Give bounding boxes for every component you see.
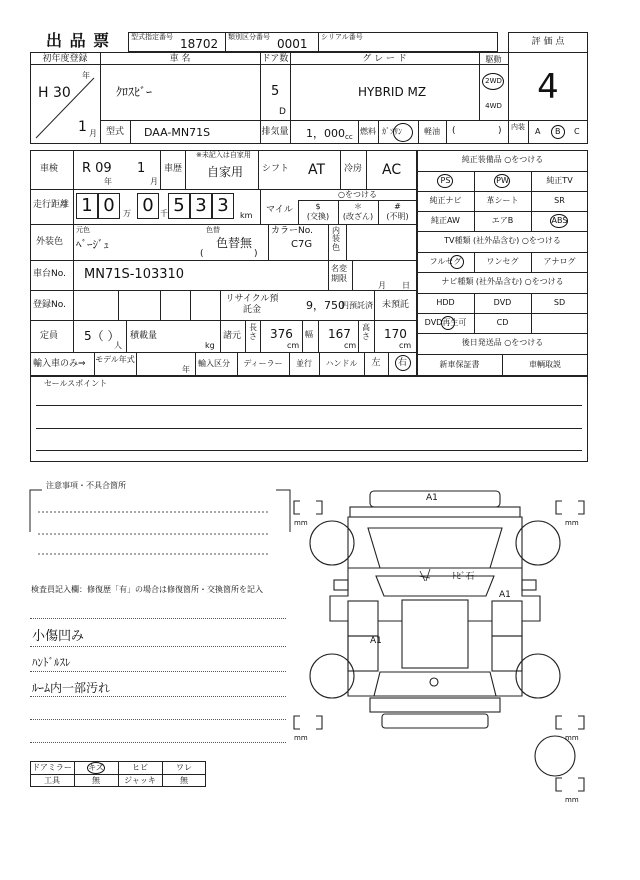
handle-label: ハンドル xyxy=(325,359,358,368)
shaken-value: R 09 xyxy=(82,161,112,176)
name-change-label: 名変期限 xyxy=(331,264,347,283)
note-line: ﾊﾝﾄﾞﾙｽﾚ xyxy=(32,656,71,669)
displacement-value: 1，000 xyxy=(306,127,345,140)
category-number: 0001 xyxy=(277,37,308,51)
color-original: ﾍﾞｰｼﾞｭ xyxy=(76,238,109,251)
load-label: 積載量 xyxy=(130,331,158,341)
history-note: ※未記入は自家用 xyxy=(196,151,251,159)
fuel-value: ｶﾞｿﾘﾝ xyxy=(382,127,402,136)
chassis-number: MN71S-103310 xyxy=(84,267,185,282)
chassis-label: 車台No. xyxy=(33,269,66,279)
mileage-digit: 3 xyxy=(195,195,207,216)
mileage-digit: 1 xyxy=(81,195,93,216)
recycle-value: 9，750 xyxy=(306,299,345,312)
note-line: ﾙｰﾑ内一部汚れ xyxy=(32,681,111,695)
mm-label: mm xyxy=(565,734,579,742)
mm-label: mm xyxy=(294,519,308,527)
history-label: 車歴 xyxy=(164,164,183,174)
drive-label: 駆動 xyxy=(485,55,502,64)
model-value: DAA-MN71S xyxy=(144,126,211,139)
grade-value: HYBRID MZ xyxy=(358,85,427,99)
first-registration-label: 初年度登録 xyxy=(42,54,88,64)
recycle-label: リサイクル預託金 xyxy=(225,294,279,315)
color-no: C7G xyxy=(291,239,313,250)
model-label: 型式 xyxy=(105,127,124,137)
shift-label: シフト xyxy=(262,164,290,174)
model-year-label: モデル年式 xyxy=(95,355,135,364)
mile-label: マイル xyxy=(266,205,293,215)
mm-label: mm xyxy=(565,519,579,527)
fuel-label: 燃料 xyxy=(360,127,376,136)
import-label: 輸入車のみ⇒ xyxy=(33,359,86,369)
mileage-digit: 0 xyxy=(103,195,115,216)
category-label: 類別区分番号 xyxy=(228,33,270,41)
car-name: ｸﾛｽﾋﾞｰ xyxy=(116,85,153,99)
interior-c: C xyxy=(574,127,580,136)
displacement-label: 排気量 xyxy=(261,127,289,137)
capacity-label: 定員 xyxy=(40,331,59,341)
height-value: 170 xyxy=(384,327,407,341)
shift-value: AT xyxy=(308,162,326,178)
mileage-digit: 5 xyxy=(173,195,185,216)
serial-label: シリアル番号 xyxy=(321,33,363,41)
interior-color-label: 内装色 xyxy=(332,226,340,252)
later-title: 後日発送品 ○をつける xyxy=(461,338,544,347)
equipment-title: 純正装備品 ○をつける xyxy=(461,155,544,164)
mileage-digit: 3 xyxy=(217,195,229,216)
inspector-label: 検査員記入欄：修復歴「有」の場合は修復箇所・交換箇所を記入 xyxy=(31,585,263,594)
width-value: 167 xyxy=(328,327,351,341)
interior-label: 内装 xyxy=(511,123,525,131)
notes-bracket xyxy=(28,488,292,560)
exterior-color-label: 外装色 xyxy=(36,237,64,247)
damage-a1-left: A1 xyxy=(370,636,382,646)
grade-label: グ レ ー ド xyxy=(362,54,407,64)
door-type: D xyxy=(279,107,286,117)
drive-4wd: 4WD xyxy=(485,102,502,110)
car-damage-diagram xyxy=(290,476,620,816)
doors-value: 5 xyxy=(271,84,280,99)
diesel-label: 軽油 xyxy=(424,127,440,136)
type-designation-number: 18702 xyxy=(180,37,219,51)
mile-note: ○をつける xyxy=(338,190,377,199)
specs-label: 諸元 xyxy=(223,331,242,341)
damage-tobiishi: ﾄﾋﾞ石 xyxy=(452,572,475,582)
car-name-label: 車 名 xyxy=(169,54,191,64)
first-registration-month: 1 xyxy=(78,119,87,135)
interior-a: A xyxy=(535,127,541,136)
color-no-label: カラーNo. xyxy=(271,226,313,236)
recycle-no: 未預託 xyxy=(381,300,409,310)
mileage-label: 走行距離 xyxy=(33,200,70,210)
import-type-label: 輸入区分 xyxy=(198,359,230,368)
shaken-label: 車検 xyxy=(40,164,59,174)
shaken-month: 1 xyxy=(137,161,146,176)
sales-points-label: セールスポイント xyxy=(44,379,108,388)
mm-label: mm xyxy=(565,796,579,804)
score-value: 4 xyxy=(537,67,559,107)
type-designation-label: 型式指定番号 xyxy=(131,33,173,41)
score-label: 評 価 点 xyxy=(531,37,565,47)
damage-a1-bumper: A1 xyxy=(426,493,438,503)
color-change: 色替無 xyxy=(216,236,253,250)
form-title: 出 品 票 xyxy=(46,31,111,50)
ac-label: 冷房 xyxy=(344,164,363,174)
interior-b: B xyxy=(555,127,561,136)
history-value: 自家用 xyxy=(207,165,244,179)
first-registration-era: H 30 xyxy=(38,85,71,101)
navi-title: ナビ種類 (社外品含む) ○をつける xyxy=(441,277,564,286)
drive-2wd: 2WD xyxy=(485,77,502,85)
ac-value: AC xyxy=(382,162,402,178)
capacity-value: 5（ ） xyxy=(84,329,120,343)
registration-no-label: 登録No. xyxy=(33,300,66,310)
notes-title: 注意事項・不具合箇所 xyxy=(46,481,126,490)
doors-label: ドア数 xyxy=(261,54,289,64)
length-value: 376 xyxy=(270,327,293,341)
mm-label: mm xyxy=(294,734,308,742)
note-line: 小傷凹み xyxy=(32,629,85,644)
tv-title: TV種類 (社外品含む) ○をつける xyxy=(444,236,561,245)
damage-a1-right: A1 xyxy=(499,590,511,600)
mileage-digit: 0 xyxy=(142,195,154,216)
